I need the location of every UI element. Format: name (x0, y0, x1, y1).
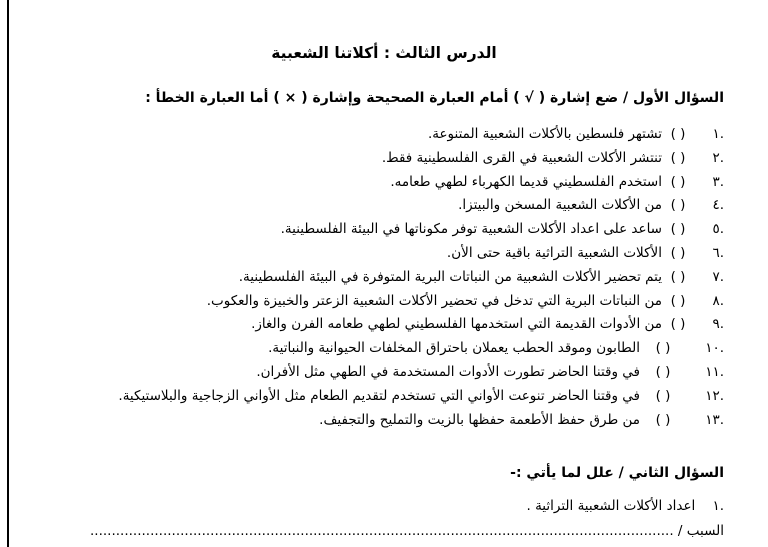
reason-dots: ........................................................................................................................................ (90, 523, 674, 539)
item-number: .١ (712, 498, 724, 514)
item-number: .١٠ (705, 340, 724, 357)
item-number: .٦ (712, 245, 724, 261)
statement-item (239, 267, 724, 287)
statement-text: في وقتنا الحاضر تنوعت الأواني التي تستخدم لتقديم الطعام مثل الأواني الزجاجية والبلاستيكية. (118, 387, 640, 404)
item-number: .٩ (712, 316, 724, 333)
statement-text: من الأكلات الشعبية المسخن والبيتزا. (458, 197, 662, 214)
statement-text: استخدم الفلسطيني قديما الكهرباء لطهي طعامه. (390, 173, 662, 190)
item-number: .١ (712, 126, 724, 142)
question1-heading: السؤال الأول / ضع إشارة ( √ ) أمام العبارة الصحيحة وإشارة ( × ) أما العبارة الخطأ : (145, 90, 724, 106)
question2-item (526, 498, 724, 514)
statement-text: من الأدوات القديمة التي استخدمها الفلسطيني لطهي طعامه الفرن والغاز. (251, 316, 662, 333)
answer-box[interactable]: ( ) (655, 364, 671, 380)
item-number: .١١ (705, 364, 724, 380)
item-number: .١٢ (705, 387, 724, 404)
lesson-title: الدرس الثالث : أكلاتنا الشعبية (271, 44, 497, 62)
statement-text: من النباتات البرية التي تدخل في تحضير الأكلات الشعبية الزعتر والخبيزة والعكوب. (206, 292, 662, 309)
statement-text: من طرق حفظ الأطعمة حفظها بالزيت والتمليح والتجفيف. (319, 411, 640, 428)
item-number: .٤ (712, 197, 724, 214)
statement-item (256, 362, 724, 382)
item-number: .١٣ (705, 411, 724, 428)
item-text: اعداد الأكلات الشعبية التراثية . (526, 498, 696, 514)
statement-text: ساعد على اعداد الأكلات الشعبية توفر مكوناتها في البيئة الفلسطينية. (280, 221, 662, 238)
statement-item (268, 338, 724, 358)
answer-box[interactable]: ( ) (670, 173, 686, 190)
item-number: .٣ (712, 173, 724, 190)
statement-item (382, 148, 724, 168)
statement-item (390, 172, 724, 192)
answer-box[interactable]: ( ) (670, 268, 686, 285)
page-border (7, 0, 9, 547)
question2-heading: السؤال الثاني / علل لما يأتي :- (510, 465, 724, 481)
answer-box[interactable]: ( ) (670, 245, 686, 261)
statement-item (251, 314, 724, 334)
statement-item (428, 124, 724, 144)
statement-text: في وقتنا الحاضر تطورت الأدوات المستخدمة في الطهي مثل الأفران. (256, 364, 640, 380)
statement-text: تنتشر الأكلات الشعبية في القرى الفلسطينية فقط. (381, 149, 662, 166)
statement-text: الأكلات الشعبية التراثية باقية حتى الأن. (446, 245, 662, 261)
answer-box[interactable]: ( ) (670, 149, 686, 166)
answer-box[interactable]: ( ) (670, 221, 686, 238)
item-number: .٨ (712, 292, 724, 309)
statement-item (319, 410, 724, 430)
statement-item (207, 291, 724, 311)
statement-item (118, 386, 724, 406)
statement-item (458, 195, 724, 215)
answer-box[interactable]: ( ) (670, 197, 686, 214)
answer-box[interactable]: ( ) (670, 292, 686, 309)
statement-text: يتم تحضير الأكلات الشعبية من النباتات البرية المتوفرة في البيئة الفلسطينية. (238, 268, 662, 285)
statement-item (447, 243, 724, 263)
statement-text: الطابون وموقد الحطب يعملان باحتراق المخلفات الحيوانية والنباتية. (268, 340, 640, 357)
item-number: .٧ (712, 268, 724, 285)
answer-box[interactable]: ( ) (655, 387, 671, 404)
reason-answer-line[interactable] (84, 523, 724, 539)
item-number: .٢ (712, 149, 724, 166)
item-number: .٥ (712, 221, 724, 238)
answer-box[interactable]: ( ) (655, 340, 671, 357)
answer-box[interactable]: ( ) (670, 126, 686, 142)
statement-item (281, 219, 724, 239)
statement-text: تشتهر فلسطين بالأكلات الشعبية المتنوعة. (427, 126, 662, 142)
answer-box[interactable]: ( ) (670, 316, 686, 333)
reason-label: السبب / (677, 523, 724, 539)
answer-box[interactable]: ( ) (655, 411, 671, 428)
